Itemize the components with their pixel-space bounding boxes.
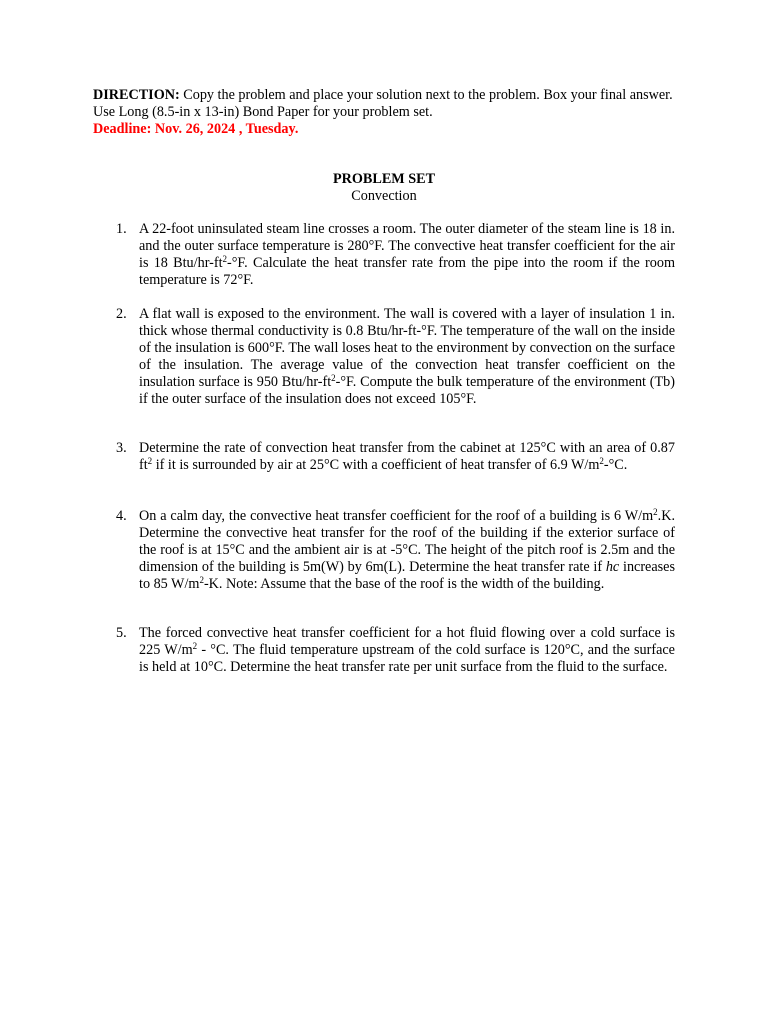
problem-text-segment: The forced convective heat transfer coefficient for a hot fluid flowing over a cold surface is 225 W/m bbox=[139, 625, 675, 658]
problem-number: 2. bbox=[116, 306, 127, 322]
problem-text-segment: -°C. bbox=[603, 457, 628, 473]
problem-text-segment: -°F. Compute the bulk temperature of the environment (Tb) if the outer surface of the insulation does not exceed 105°F. bbox=[139, 374, 675, 407]
direction-paragraph bbox=[93, 87, 677, 121]
problem-text bbox=[139, 508, 675, 593]
superscript: 2 bbox=[599, 456, 604, 466]
superscript: 2 bbox=[192, 641, 198, 651]
problem-text-segment: A flat wall is exposed to the environment. The wall is covered with a layer of insulation 1 in. thick whose thermal conductivity is 0.8 Btu/hr-ft-°F. The temperature of the wall on the inside of the insulation is 600°F. The wall loses heat to the environment by convection on the surface of the insulation. The average value of the convection heat transfer coefficient on the insulation surface is 950 Btu/hr-ft bbox=[139, 306, 675, 390]
problem-set-subtitle: Convection bbox=[351, 188, 417, 204]
superscript: 2 bbox=[222, 254, 228, 264]
problem-number: 5. bbox=[116, 625, 127, 641]
problem-text bbox=[139, 625, 675, 676]
problem-text-segment: A 22-foot uninsulated steam line crosses a room. The outer diameter of the steam line is 18 in. and the outer surface temperature is 280°F. The convective heat transfer coefficient for the air is 18 Btu/hr-ft bbox=[139, 221, 675, 271]
problem-text-segment: - °C. The fluid temperature upstream of the cold surface is 120°C, and the surface is held at 10°C. Determine the heat transfer rate per unit surface from the fluid to the surface. bbox=[139, 642, 675, 675]
problem-text bbox=[139, 306, 675, 408]
superscript: 2 bbox=[199, 575, 204, 585]
problem-text-italic: hc bbox=[605, 559, 620, 575]
superscript: 2 bbox=[331, 373, 336, 383]
direction-label: DIRECTION: bbox=[93, 87, 180, 103]
superscript: 2 bbox=[147, 456, 153, 466]
problem-number: 1. bbox=[116, 221, 127, 237]
problem-text-segment: On a calm day, the convective heat transfer coefficient for the roof of a building is 6 W/m bbox=[139, 508, 654, 524]
problem-number: 3. bbox=[116, 440, 127, 456]
direction-text: Copy the problem and place your solution next to the problem. Box your final answer. Use Long (8.5-in x 13-in) Bond Paper for your problem set. bbox=[93, 87, 673, 120]
superscript: 2 bbox=[653, 507, 658, 517]
problem-text bbox=[139, 221, 675, 289]
deadline-text: Deadline: Nov. 26, 2024 , Tuesday. bbox=[93, 121, 299, 137]
problem-set-title: PROBLEM SET bbox=[332, 171, 436, 187]
problem-number: 4. bbox=[116, 508, 127, 524]
problem-text-segment: increases to 85 W/m bbox=[139, 559, 675, 592]
problem-text-segment: if it is surrounded by air at 25°C with a coefficient of heat transfer of 6.9 W/m bbox=[152, 457, 600, 473]
problem-text-segment: -K. Note: Assume that the base of the roof is the width of the building. bbox=[203, 576, 605, 592]
problem-text-segment: -°F. Calculate the heat transfer rate from the pipe into the room if the room temperature is 72°F. bbox=[139, 255, 676, 288]
problem-text bbox=[139, 440, 675, 474]
problem-text-segment: .K. Determine the convective heat transfer for the roof of the building if the exterior surface of the roof is at 15°C and the ambient air is at -5°C. The height of the pitch roof is 2.5m and the dimension of the building is 5m(W) by 6m(L). Determine the heat transfer rate if bbox=[139, 508, 675, 575]
problem-text-segment: Determine the rate of convection heat transfer from the cabinet at 125°C with an area of 0.87 ft bbox=[139, 440, 675, 473]
